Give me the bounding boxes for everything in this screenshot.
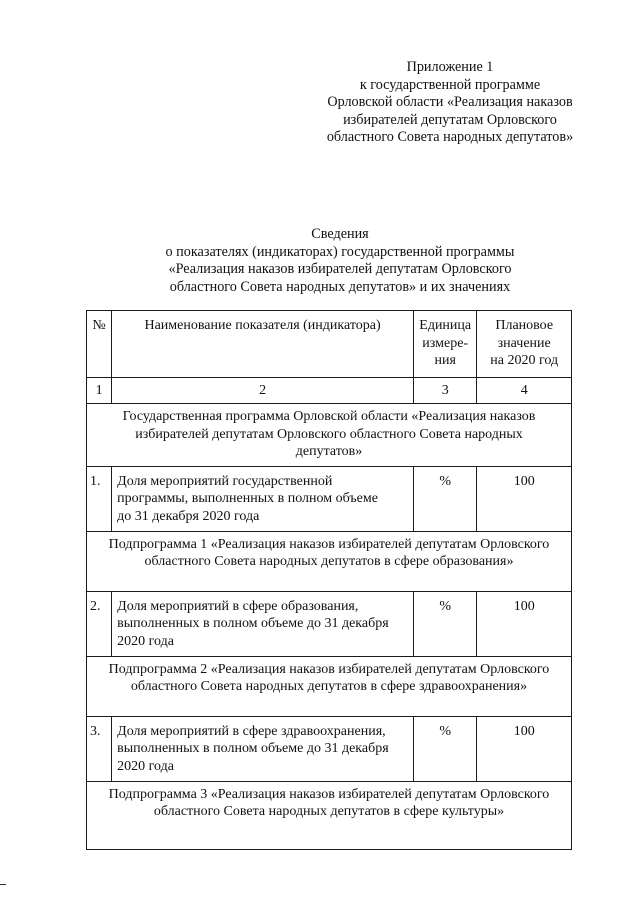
column-index: 1	[87, 378, 112, 404]
row-value: 100	[477, 716, 572, 781]
heading-title: Сведения	[311, 226, 369, 242]
section-title-line: областного Совета народных депутатов в сфере здравоохранения»	[130, 679, 528, 694]
row-name-line: выполненных в полном объеме до 31 декабря	[117, 741, 389, 756]
table-row	[87, 466, 572, 531]
row-name	[112, 716, 414, 781]
row-unit: %	[414, 716, 477, 781]
section-title-line: Подпрограмма 1 «Реализация наказов избирателей депутатам Орловского	[108, 536, 550, 552]
row-name-line: 2020 года	[117, 758, 174, 774]
section-title	[87, 656, 572, 716]
row-value: 100	[477, 591, 572, 656]
section-title-line: Подпрограмма 3 «Реализация наказов избирателей депутатам Орловского	[108, 786, 550, 802]
header-unit-line: измере-	[422, 335, 469, 351]
appendix-line: избирателей депутатам Орловского	[343, 111, 557, 128]
row-name-line: Доля мероприятий в сфере образования,	[117, 598, 359, 614]
section-row	[87, 404, 572, 467]
section-title-line: депутатов»	[295, 444, 363, 459]
header-value-line: Плановое	[495, 318, 554, 333]
section-title	[87, 404, 572, 467]
section-title-line: избирателей депутатам Орловского областного Совета народных	[135, 426, 523, 442]
row-name-line: 2020 года	[117, 633, 174, 649]
column-index: 4	[477, 378, 572, 404]
header-unit-line: ния	[434, 353, 456, 368]
heading-line: «Реализация наказов избирателей депутатам Орловского	[168, 261, 512, 277]
row-name-line: Доля мероприятий в сфере здравоохранения,	[117, 723, 386, 739]
header-name: Наименование показателя (индикатора)	[112, 311, 414, 378]
row-unit: %	[414, 466, 477, 531]
section-title-line: Подпрограмма 2 «Реализация наказов избирателей депутатам Орловского	[108, 661, 550, 677]
row-num: 2.	[87, 591, 112, 656]
row-num: 3.	[87, 716, 112, 781]
row-name-line: Доля мероприятий государственной	[117, 473, 333, 489]
section-row	[87, 781, 572, 849]
header-value-line: на 2020 год	[490, 353, 559, 368]
column-index: 3	[414, 378, 477, 404]
table-header-row	[87, 311, 572, 378]
table-row	[87, 591, 572, 656]
section-title-line: областного Совета народных депутатов в сфере культуры»	[153, 804, 505, 819]
column-index: 2	[112, 378, 414, 404]
section-row	[87, 531, 572, 591]
header-value-line: значение	[497, 335, 551, 351]
header-value	[477, 311, 572, 378]
scan-edge-mark	[0, 884, 6, 885]
table-row	[87, 716, 572, 781]
heading-line: о показателях (индикаторах) государственной программы	[165, 243, 515, 260]
row-unit: %	[414, 591, 477, 656]
appendix-block	[300, 59, 600, 147]
row-value: 100	[477, 466, 572, 531]
heading-line: областного Совета народных депутатов» и их значениях	[169, 278, 511, 295]
row-name	[112, 466, 414, 531]
header-num: №	[87, 311, 112, 378]
row-name	[112, 591, 414, 656]
appendix-line: областного Совета народных депутатов»	[326, 129, 574, 145]
row-num: 1.	[87, 466, 112, 531]
appendix-line: Орловской области «Реализация наказов	[327, 94, 573, 110]
header-unit	[414, 311, 477, 378]
row-name-line: программы, выполненных в полном объеме	[117, 491, 378, 506]
column-index-row	[87, 378, 572, 404]
appendix-line: к государственной программе	[359, 76, 541, 93]
document-heading	[90, 226, 590, 296]
indicators-table	[86, 310, 572, 850]
appendix-line: Приложение 1	[406, 59, 494, 75]
section-title-line: Государственная программа Орловской области «Реализация наказов	[122, 409, 536, 424]
section-title	[87, 531, 572, 591]
row-name-line: до 31 декабря 2020 года	[117, 508, 260, 524]
section-title-line: областного Совета народных депутатов в сфере образования»	[144, 554, 514, 569]
row-name-line: выполненных в полном объеме до 31 декабря	[117, 616, 389, 631]
section-row	[87, 656, 572, 716]
header-unit-line: Единица	[419, 318, 472, 333]
section-title	[87, 781, 572, 849]
